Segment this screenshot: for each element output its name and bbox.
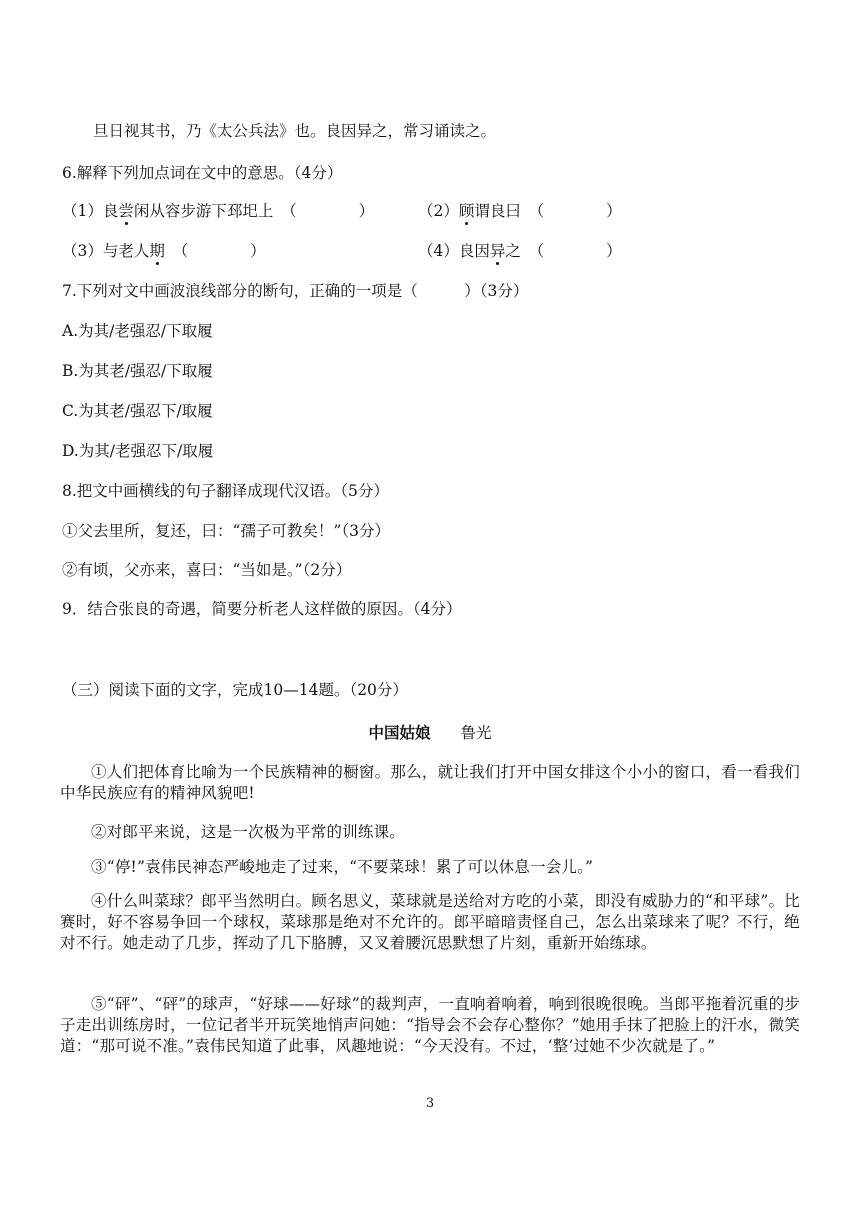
- question-6-item-2: （2）顾谓良曰 （ ）: [418, 202, 622, 220]
- section-3-heading: （三）阅读下面的文字，完成10—14题。（20分）: [62, 681, 408, 699]
- dotted-word: 顾: [458, 202, 475, 220]
- question-8-sub-1: ①父去里所，复还，曰：“孺子可教矣！”（3分）: [62, 522, 390, 540]
- question-7-option-d: D.为其/老强忍下/取履: [62, 442, 214, 460]
- question-6-item-3: （3）与老人期 （ ）: [62, 242, 266, 260]
- article-title: 中国姑娘: [368, 723, 431, 742]
- question-6-item-4: （4）良因异之 （ ）: [418, 242, 622, 260]
- article-paragraph-4: ④什么叫菜球？郎平当然明白。顾名思义，菜球就是送给对方吃的小菜，即没有威胁力的“和平球”。比赛时，好不容易争回一个球权，菜球那是绝对不允许的。郎平暗暗责怪自己，怎么出菜球来了呢？不行，绝对不行。她走动了几步，挥动了几下胳膊，又叉着腰沉思默想了片刻，重新开始练球。: [60, 892, 800, 952]
- article-title-line: [0, 723, 860, 743]
- article-paragraph-3: ③“停!”袁伟民神态严峻地走了过来，“不要菜球！累了可以休息一会儿。”: [91, 858, 594, 876]
- intro-line: 旦日视其书，乃《太公兵法》也。良因异之，常习诵读之。: [93, 122, 497, 140]
- page-number: 3: [425, 1096, 435, 1111]
- question-7-option-b: B.为其老/强忍/下取履: [62, 362, 213, 380]
- article-author: 鲁光: [460, 724, 492, 742]
- article-paragraph-1: ①人们把体育比喻为一个民族精神的橱窗。那么，就让我们打开中国女排这个小小的窗口，看一看我们中华民族应有的精神风貌吧!: [60, 763, 800, 802]
- article-paragraph-5: ⑤“砰”、“砰”的球声，“好球——好球”的裁判声，一直响着响着，响到很晚很晚。当郎平拖着沉重的步子走出训练房时，一位记者半开玩笑地悄声问她：“指导会不会存心整你？”她用手抹了把脸上的汗水，微笑道：“那可说不准。”袁伟民知道了此事，风趣地说：“今天没有。不过，‘整’过她不少次就是了。”: [60, 995, 800, 1055]
- question-7-stem: 7.下列对文中画波浪线部分的断句，正确的一项是（ ）（3分）: [62, 282, 529, 300]
- question-7-option-c: C.为其老/强忍下/取履: [62, 402, 213, 420]
- question-6-stem: 6.解释下列加点词在文中的意思。（4分）: [62, 164, 343, 182]
- dotted-word: 异: [489, 242, 506, 260]
- question-7-option-a: A.为其/老强忍/下取履: [62, 322, 213, 340]
- question-9-stem: 9．结合张良的奇遇，简要分析老人这样做的原因。（4分）: [62, 600, 462, 618]
- article-paragraph-2: ②对郎平来说，这是一次极为平常的训练课。: [91, 823, 406, 841]
- dotted-word: 期: [149, 242, 165, 260]
- question-8-stem: 8.把文中画横线的句子翻译成现代汉语。（5分）: [62, 482, 389, 500]
- question-8-sub-2: ②有顷，父亦来，喜曰：“当如是。”（2分）: [62, 561, 352, 579]
- dotted-word: 尝: [118, 202, 134, 220]
- question-6-item-1: （1）良尝闲从容步游下邳圯上 （ ）: [62, 202, 375, 220]
